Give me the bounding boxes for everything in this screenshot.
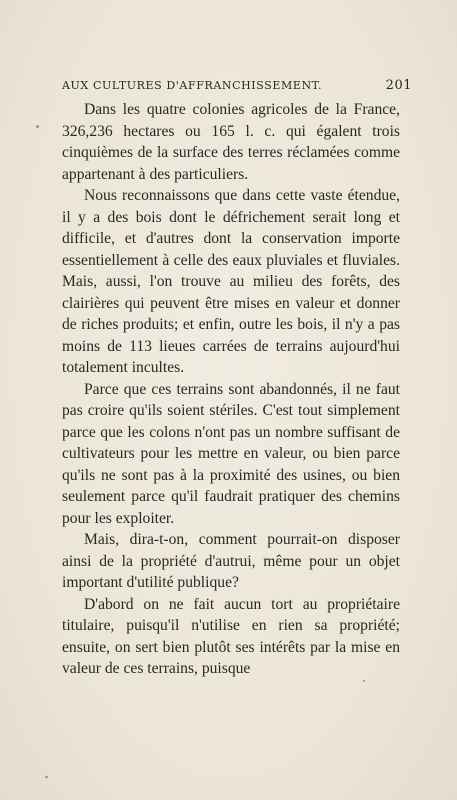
paragraph: Dans les quatre colonies agricoles de la France, 326,236 hectares ou 165 l. c. qui égalent trois cinquièmes de la surface des terres réclamées comme appartenant à des particuliers.	[62, 101, 400, 183]
paper-speck	[36, 125, 39, 128]
paper-speck	[363, 680, 365, 682]
running-header	[62, 78, 412, 93]
paper-speck	[45, 776, 48, 778]
paragraph: Nous reconnaissons que dans cette vaste étendue, il y a des bois dont le défrichement serait long et difficile, et d'autres dont la conservation importe essentiellement à celle des eaux pluviales et fluviales. Mais, aussi, l'on trouve au milieu des forêts, des clairières qui peuvent être mises en valeur et donner de riches produits; et enfin, outre les bois, il n'y a pas moins de 113 lieues carrées de terrains aujourd'hui totalement incultes.	[62, 187, 400, 376]
paragraph: Mais, dira-t-on, comment pourrait-on disposer ainsi de la propriété d'autrui, même pour un objet important d'utilité publique?	[62, 531, 400, 591]
page-body	[62, 99, 400, 680]
paragraph: D'abord on ne fait aucun tort au propriétaire titulaire, puisqu'il n'utilise en rien sa propriété; ensuite, on sert bien plutôt ses intérêts par la mise en valeur de ces terrains, puisque	[62, 595, 400, 677]
page-number: 201	[385, 78, 412, 93]
paragraph: Parce que ces terrains sont abandonnés, il ne faut pas croire qu'ils soient stériles. C'est tout simplement parce que les colons n'ont pas un nombre suffisant de cultivateurs pour les mettre en valeur, ou bien parce qu'ils ne sont pas à la proximité des usines, ou bien seulement parce qu'il faudrait pratiquer des chemins pour les exploiter.	[62, 380, 400, 527]
running-title: AUX CULTURES D'AFFRANCHISSEMENT.	[62, 79, 323, 92]
